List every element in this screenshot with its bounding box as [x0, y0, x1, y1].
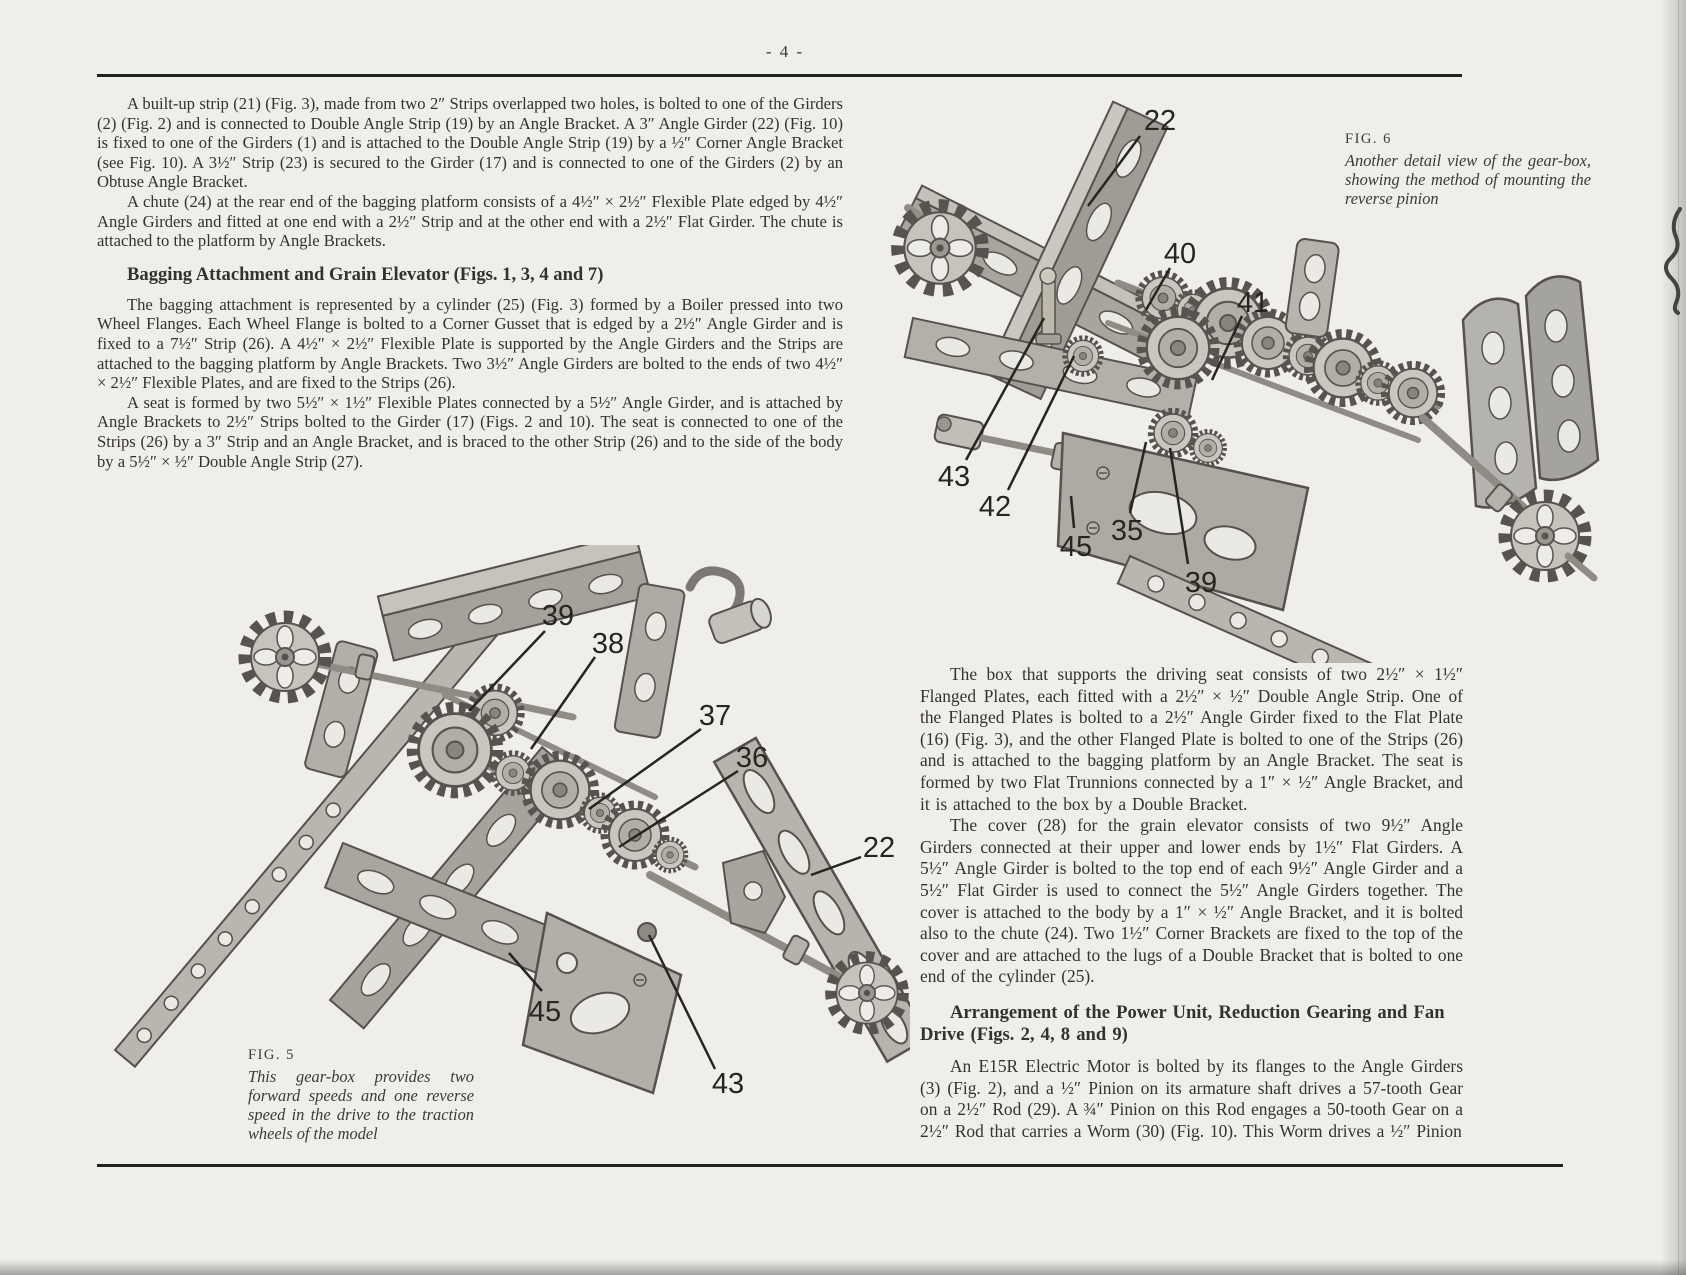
callout-label: 40 — [1163, 238, 1197, 270]
staple-icon — [1660, 205, 1686, 315]
section-heading-power-unit: Arrangement of the Power Unit, Reduction Gearing and Fan Drive (Figs. 2, 4, 8 and 9) — [920, 1001, 1445, 1045]
page-number: - 4 - — [765, 42, 805, 61]
bottom-rule — [97, 1164, 1563, 1167]
callout-label: 41 — [1236, 287, 1270, 319]
fig5-caption-text: This gear-box provides two forward speeds and one reverse speed in the drive to the traction wheels of the model — [248, 1067, 474, 1143]
callout-label: 45 — [528, 996, 562, 1028]
fig6-caption-text: Another detail view of the gear-box, showing the method of mounting the reverse pinion — [1345, 151, 1591, 208]
sprocket-wheel-icon — [245, 617, 325, 697]
paragraph: A chute (24) at the rear end of the bagging platform consists of a 4½″ × 2½″ Flexible Plate edged by 4½″ Angle Girders and fitted at one end with a 2½″ Strip and at the other end with a 2½″ Flat Girder. The chute is attached to the platform by Angle Brackets. — [97, 191, 843, 251]
page-edge-line — [1678, 0, 1679, 1275]
figure-5 — [95, 545, 910, 1100]
callout-label: 39 — [541, 600, 575, 632]
fig6-label: FIG. 6 — [1345, 131, 1392, 147]
left-column — [97, 94, 843, 471]
callout-label: 35 — [1110, 515, 1144, 547]
paragraph: A seat is formed by two 5½″ × 1½″ Flexible Plates connected by a 5½″ Angle Girder, and is attached by Angle Brackets to 2½″ Strips bolted to the Girder (17) (Figs. 2 and 10). The seat is connected to one of the Strips (26) by a 3″ Strip and an Angle Bracket, and is braced to the other Strip (26) and to the side of the body by a 5½″ × ½″ Double Angle Strip (27). — [97, 392, 843, 471]
fig6-caption — [1345, 130, 1591, 208]
callout-label: 39 — [1184, 567, 1218, 599]
callout-label: 38 — [591, 628, 625, 660]
paragraph: A built-up strip (21) (Fig. 3), made from two 2″ Strips overlapped two holes, is bolted to one of the Girders (2) (Fig. 2) and is connected to Double Angle Strip (19) by an Angle Bracket. A 3″ Angle Girder (22) (Fig. 10) is fixed to one of the Girders (1) and is attached to the Double Angle Strip (19) by a ½″ Corner Angle Bracket (see Fig. 10). A 3½″ Strip (23) is secured to the Girder (17) and is connected to one of the Girders (2) by an Obtuse Angle Bracket. — [97, 94, 843, 192]
sector-plate-icon — [1526, 276, 1598, 479]
sector-plate-icon — [1463, 299, 1536, 508]
callout-label: 36 — [735, 742, 769, 774]
callout-label: 43 — [937, 461, 971, 493]
callout-label: 22 — [862, 832, 896, 864]
callout-label: 37 — [698, 700, 732, 732]
plate-icon — [614, 583, 685, 739]
fig5-caption — [248, 1046, 474, 1143]
section-heading-bagging: Bagging Attachment and Grain Elevator (Figs. 1, 3, 4 and 7) — [127, 263, 604, 285]
paragraph: An E15R Electric Motor is bolted by its flanges to the Angle Girders (3) (Fig. 2), and a ½″ Pinion on its armature shaft drives a 57-tooth Gear on a 2½″ Rod (29). A ¾″ Pinion on this Rod engages a 50-tooth Gear on a 2½″ Rod that carries a Worm (30) (Fig. 10). This Worm drives a ½″ Pinion — [920, 1055, 1463, 1141]
page-edge-shade — [1660, 0, 1686, 1275]
fig5-illustration — [95, 545, 910, 1100]
fig5-label: FIG. 5 — [248, 1047, 295, 1063]
callout-label: 43 — [711, 1068, 745, 1100]
paragraph: The bagging attachment is represented by a cylinder (25) (Fig. 3) formed by a Boiler pressed into two Wheel Flanges. Each Wheel Flange is bolted to a Corner Gusset that is edged by a 2½″ Angle Girder and is fixed to a 7½″ Strip (26). A 4½″ × 2½″ Flexible Plate is supported by the Angle Girders and the Strips are attached to the bagging platform by Angle Brackets. Two 3½″ Angle Girders are bolted to the ends of two 4½″ × 2½″ Flexible Plates, and are fixed to the Strips (26). — [97, 294, 843, 393]
top-rule — [97, 74, 1462, 77]
paragraph: The cover (28) for the grain elevator consists of two 9½″ Angle Girders connected at their upper and lower ends by 1½″ Flat Girders. A 5½″ Angle Girder is bolted to the top end of each 9½″ Angle Girder and a 5½″ Flat Girder is used to connect the 5½″ Angle Girders together. The cover is attached to the body by a 1″ × ½″ Angle Bracket, and it is bolted also to the chute (24). Two 1½″ Corner Brackets are fixed to the top of the cover and are attached to the lugs of a Double Bracket that is bolted to one end of the cylinder (25). — [920, 815, 1463, 987]
page-bottom-shadow — [0, 1260, 1686, 1275]
callout-label: 45 — [1059, 531, 1093, 563]
right-column — [920, 664, 1463, 1142]
plate-icon — [1285, 238, 1340, 338]
callout-label: 42 — [978, 491, 1012, 523]
callout-label: 22 — [1143, 105, 1177, 137]
paragraph: The box that supports the driving seat consists of two 2½″ × 1½″ Flanged Plates, each fitted with a 2½″ × ½″ Double Angle Strip. One of the Flanged Plates is bolted to a 2½″ Angle Girder fixed to the Flat Plate (16) (Fig. 3), and the other Flanged Plate is bolted to one of the Strips (26) and is attached to the bagging platform by an Angle Bracket. The seat is formed by two Flat Trunnions connected by a 1″ × ½″ Angle Bracket, and it is attached to the box by a Double Bracket. — [920, 664, 1463, 814]
